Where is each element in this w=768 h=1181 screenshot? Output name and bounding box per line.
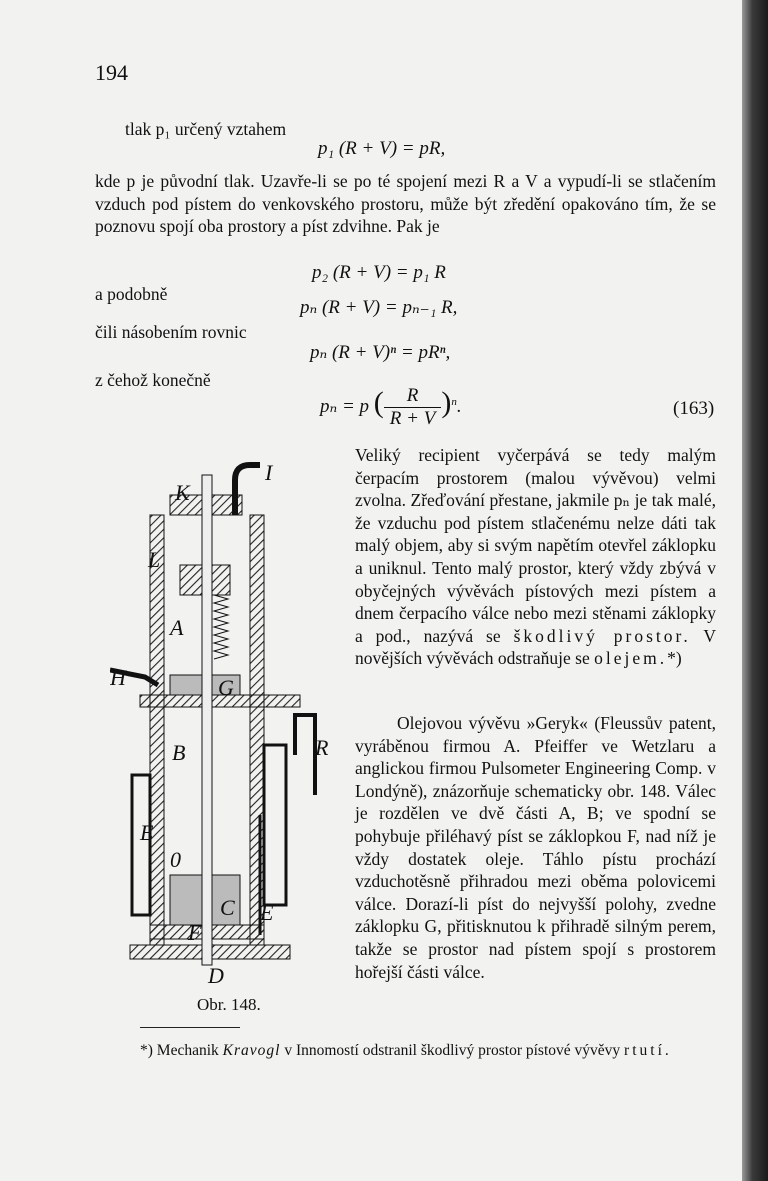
figure-caption: Obr. 148. <box>197 995 261 1014</box>
equation-5-lhs: pₙ = p <box>320 395 370 417</box>
paragraph-1: kde p je původní tlak. Uzavře-li se po té spojení mezi R a V a vypudí-li se stlačením vzduch pod pístem do venkovského prostoru, může být zředění opakováno tím, že se poznovu spojí oba prostory a píst zdvihne. Pak je <box>95 171 716 237</box>
figure-label-A: A <box>170 615 184 640</box>
figure-label-G: G <box>218 675 234 700</box>
footnote-name: Kravogl <box>222 1042 281 1059</box>
spaced-term-skodlivy: škodlivý prostor. <box>513 625 691 646</box>
footnote-text-2: v Innomostí odstranil škodlivý prostor pístové vývěvy <box>284 1042 621 1059</box>
figure-label-D: D <box>208 963 224 988</box>
pump-diagram <box>110 455 340 1000</box>
column-paragraph-1 <box>355 444 716 670</box>
equation-3: pₙ (R + V) = pₙ₋₁ R, <box>300 297 458 318</box>
figure-label-E-left: E <box>140 820 154 845</box>
figure-label-I: I <box>265 460 273 485</box>
figure-label-K: K <box>175 480 190 505</box>
equation-4: pₙ (R + V)ⁿ = pRⁿ, <box>310 342 451 363</box>
spaced-term-olejem: olejem. <box>594 648 668 669</box>
equation-number: (163) <box>673 398 715 419</box>
equation-5-exponent: n <box>451 395 457 408</box>
footnote <box>95 1041 716 1061</box>
footnote-rule <box>140 1027 240 1028</box>
column-paragraph-1-cont: V novějších vývěvách odstraňuje se <box>355 625 716 669</box>
equation-5-denominator: R + V <box>389 408 436 429</box>
footnote-text-1: Mechanik <box>156 1042 219 1059</box>
column-paragraph-2: Olejovou vývěvu »Geryk« (Fleussův patent, vyráběnou firmou A. Pfeiffer ve Wetzlaru a anglickou firmou Pulsometer Engineering Comp. v Londýně), znázorňuje schematicky obr. 148. Válec je rozdělen ve dvě části A, B; ve spodní se pohybuje přiléhavý píst se záklopkou F, nad níž je vždy dostatek oleje. Táhlo pístu prochází vzduchotěsně přihradou mezi oběma polovicemi válce. Dorazí-li píst do nejvyšší polohy, zvedne záklopku G, přitisknutou k přihradě silným perem, takže se prostor nad pístem spojí s prostorem hořejší části válce. <box>355 713 716 982</box>
book-spine-edge <box>742 0 768 1181</box>
label-podobne: a podobně <box>95 284 168 304</box>
label-konecne: z čehož konečně <box>95 370 211 390</box>
figure-label-R: R <box>315 735 329 760</box>
footnote-spaced: rtutí. <box>624 1042 672 1059</box>
figure-label-E-right: E <box>260 900 274 925</box>
equation-5-numerator: R <box>384 385 442 408</box>
column-paragraph-1-text: Veliký recipient vyčerpává se tedy malým čerpacím prostorem (malou vývěvou) velmi zvolna. Zřeďování přestane, jakmile pₙ je tak malé, že vzduchu pod pístem stlačenému nelze dáti tak malý objem, aby si svým napětím otevřel záklopku a uniknul. Tento malý prostor, který vždy zbývá v obyčejných vývěvách pístových mezi pístem a dnem čerpacího válce nebo mezi stěnami záklopky a pod., nazývá se <box>355 445 716 646</box>
footnote-marker: *) <box>140 1042 153 1059</box>
page-number: 194 <box>95 60 128 85</box>
figure-label-L: L <box>148 547 161 572</box>
figure-label-B: B <box>172 740 186 765</box>
equation-2: p₂ (R + V) = p₁ R <box>312 262 446 283</box>
intro-text: tlak p₁ určený vztahem <box>125 119 287 139</box>
equation-5-fraction <box>384 385 442 430</box>
equation-1: p₁ (R + V) = pR, <box>318 138 446 159</box>
figure-label-0: 0 <box>170 847 181 872</box>
figure-label-C: C <box>220 895 235 920</box>
equation-5: pₙ = p ( $\frac{R}{R + V}$ )$^n$. <box>320 385 462 429</box>
footnote-ref: *) <box>667 648 682 669</box>
label-nasobenim: čili násobením rovnic <box>95 322 247 342</box>
figure-label-F: F <box>188 920 202 945</box>
figure-label-H: H <box>110 665 126 690</box>
